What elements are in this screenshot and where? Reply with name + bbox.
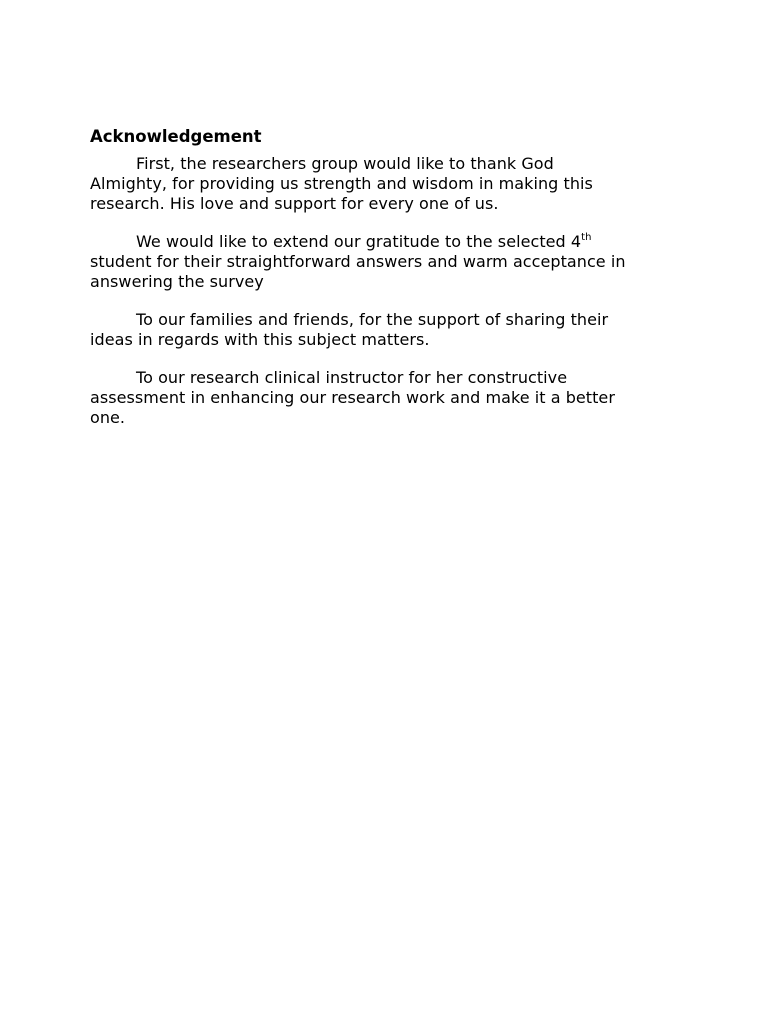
- paragraph-line: First, the researchers group would like to thank God: [136, 154, 554, 173]
- paragraph-line: answering the survey: [90, 272, 264, 291]
- paragraph-line: research. His love and support for every one of us.: [90, 194, 499, 213]
- paragraph-line: student for their straightforward answers and warm acceptance in: [90, 252, 626, 271]
- paragraph-thanks-god: [90, 154, 682, 214]
- paragraph-line: assessment in enhancing our research work and make it a better: [90, 388, 615, 407]
- paragraph-thanks-instructor: [90, 368, 682, 428]
- paragraph-line: To our research clinical instructor for her constructive: [136, 368, 568, 387]
- paragraph-line: Almighty, for providing us strength and wisdom in making this: [90, 174, 593, 193]
- paragraph-thanks-students: [90, 232, 682, 292]
- paragraph-line: one.: [90, 408, 126, 427]
- document-heading: Acknowledgement: [90, 127, 262, 146]
- paragraph-line: To our families and friends, for the support of sharing their: [136, 310, 609, 329]
- paragraph-line: ideas in regards with this subject matters.: [90, 330, 430, 349]
- paragraph-thanks-families: [90, 310, 682, 350]
- ordinal-superscript: th: [581, 232, 592, 243]
- paragraph-line: We would like to extend our gratitude to the selected 4th: [136, 232, 592, 251]
- document-body: [90, 126, 682, 446]
